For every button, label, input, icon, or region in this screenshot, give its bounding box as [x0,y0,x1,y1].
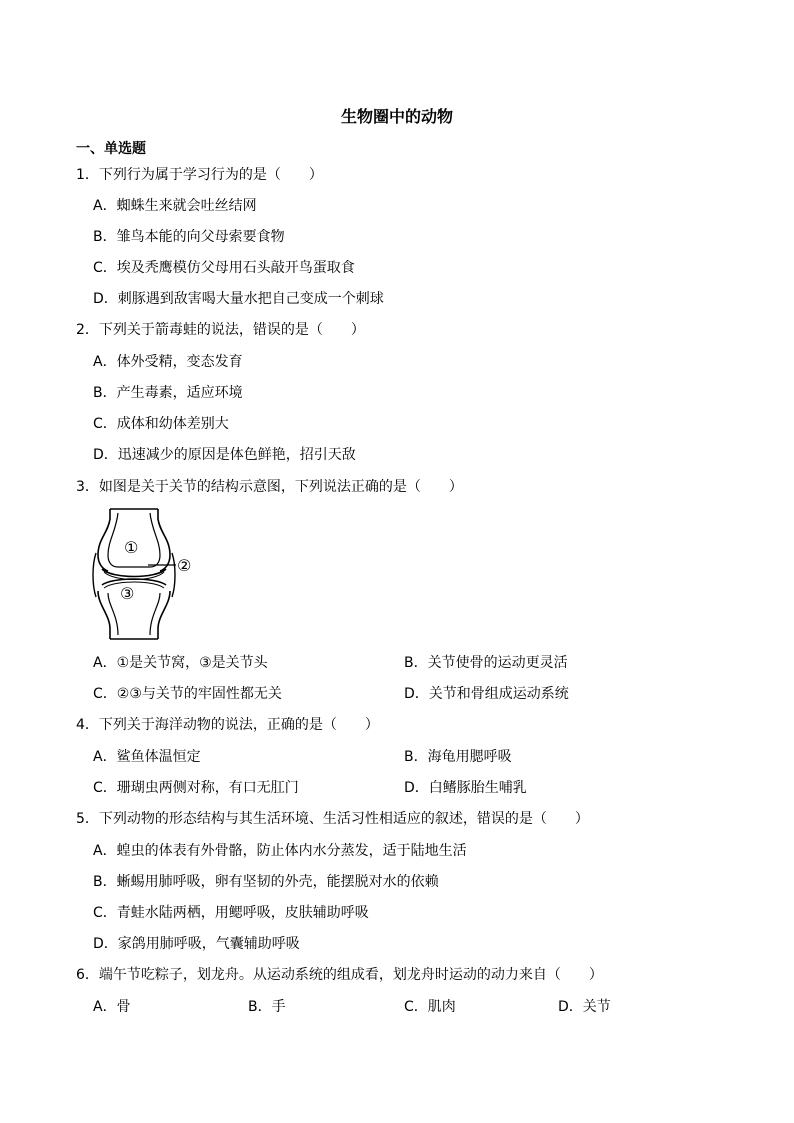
question-6-option-c: C．肌肉 [404,999,456,1015]
upper-bone-outline [98,509,110,571]
label-1: ① [124,538,139,557]
question-6-option-b: B．手 [248,999,286,1015]
question-2-option-b: B．产生毒素，适应环境 [93,385,243,401]
question-3-option-a: A．①是关节窝，③是关节头 [93,655,268,671]
question-5-option-b: B．蜥蜴用肺呼吸，卵有坚韧的外壳，能摆脱对水的依赖 [93,874,439,890]
question-2-option-c: C．成体和幼体差别大 [93,416,229,432]
question-5-option-c: C．青蛙水陆两栖，用鳃呼吸，皮肤辅助呼吸 [93,905,369,921]
question-3-option-d: D．关节和骨组成运动系统 [404,686,569,702]
joint-head [102,569,166,577]
question-6-stem: 6．端午节吃粽子，划龙舟。从运动系统的组成看，划龙舟时运动的动力来自（ ） [76,967,603,983]
joint-capsule-right [172,553,175,597]
question-2-stem: 2．下列关于箭毒蛙的说法，错误的是（ ） [76,322,365,338]
question-5-stem: 5．下列动物的形态结构与其生活环境、生活习性相适应的叙述，错误的是（ ） [76,811,589,827]
question-3-stem: 3．如图是关于关节的结构示意图，下列说法正确的是（ ） [76,479,463,495]
question-4-option-d: D．白鳍豚胎生哺乳 [404,780,527,796]
question-2-option-a: A．体外受精，变态发育 [93,354,243,370]
question-3-option-c: C．②③与关节的牢固性都无关 [93,686,282,702]
question-4-option-b: B．海龟用腮呼吸 [404,749,512,765]
question-4-option-c: C．珊瑚虫两侧对称，有口无肛门 [93,780,299,796]
question-1-option-d: D．刺豚遇到敌害喝大量水把自己变成一个刺球 [93,291,384,307]
question-1-stem: 1．下列行为属于学习行为的是（ ） [76,167,323,183]
joint-capsule-left [93,553,96,597]
question-4-stem: 4．下列关于海洋动物的说法，正确的是（ ） [76,717,379,733]
label-2: ② [177,556,192,575]
joint-structure-diagram [90,505,200,643]
section-heading: 一、单选题 [76,141,146,157]
question-1-option-c: C．埃及秃鹰模仿父母用石头敲开鸟蛋取食 [93,260,355,276]
question-1-option-b: B．雏鸟本能的向父母索要食物 [93,229,285,245]
question-6-option-a: A．骨 [93,999,131,1015]
question-4-option-a: A．鲨鱼体温恒定 [93,749,201,765]
page-title: 生物圈中的动物 [340,107,453,126]
upper-bone-outline-right [158,509,170,571]
question-2-option-d: D．迅速减少的原因是体色鲜艳，招引天敌 [93,447,356,463]
question-6-option-d: D．关节 [558,999,611,1015]
label-3: ③ [120,584,135,603]
question-1-option-a: A．蜘蛛生来就会吐丝结网 [93,198,257,214]
question-5-option-d: D．家鸽用肺呼吸，气囊辅助呼吸 [93,936,300,952]
question-5-option-a: A．蝗虫的体表有外骨骼，防止体内水分蒸发，适于陆地生活 [93,843,467,859]
question-3-option-b: B．关节使骨的运动更灵活 [404,655,568,671]
